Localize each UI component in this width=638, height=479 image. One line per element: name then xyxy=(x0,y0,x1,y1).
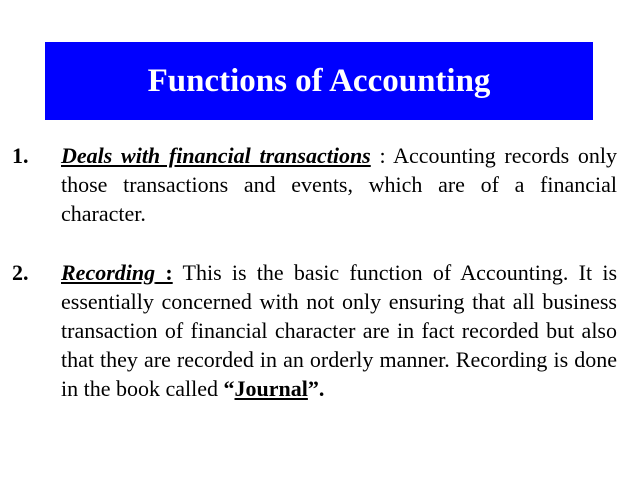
item-number: 2. xyxy=(12,260,29,285)
item-separator: : xyxy=(155,260,173,285)
item-lead: Recording xyxy=(61,260,156,285)
item-description: Accounting records only those transactions and events, which are of a financial character. xyxy=(61,143,617,226)
item-number: 1. xyxy=(12,143,29,168)
title-banner xyxy=(45,42,593,120)
quote-close: ”. xyxy=(307,376,325,401)
item-lead: Deals with financial transactions xyxy=(61,143,371,168)
slide-title: Functions of Accounting xyxy=(147,62,491,99)
quote-open: “ xyxy=(223,376,235,401)
journal-term: Journal xyxy=(234,376,308,401)
item-text xyxy=(61,141,617,228)
item-separator: : xyxy=(370,143,394,168)
item-text xyxy=(61,258,617,403)
item-description: This is the basic function of Accounting. It is essentially concerned with not only ensuring that all business transaction of financial character are in fact recorded but also that they are recorded in an orderly manner. Recording is done in the book called xyxy=(61,260,618,401)
